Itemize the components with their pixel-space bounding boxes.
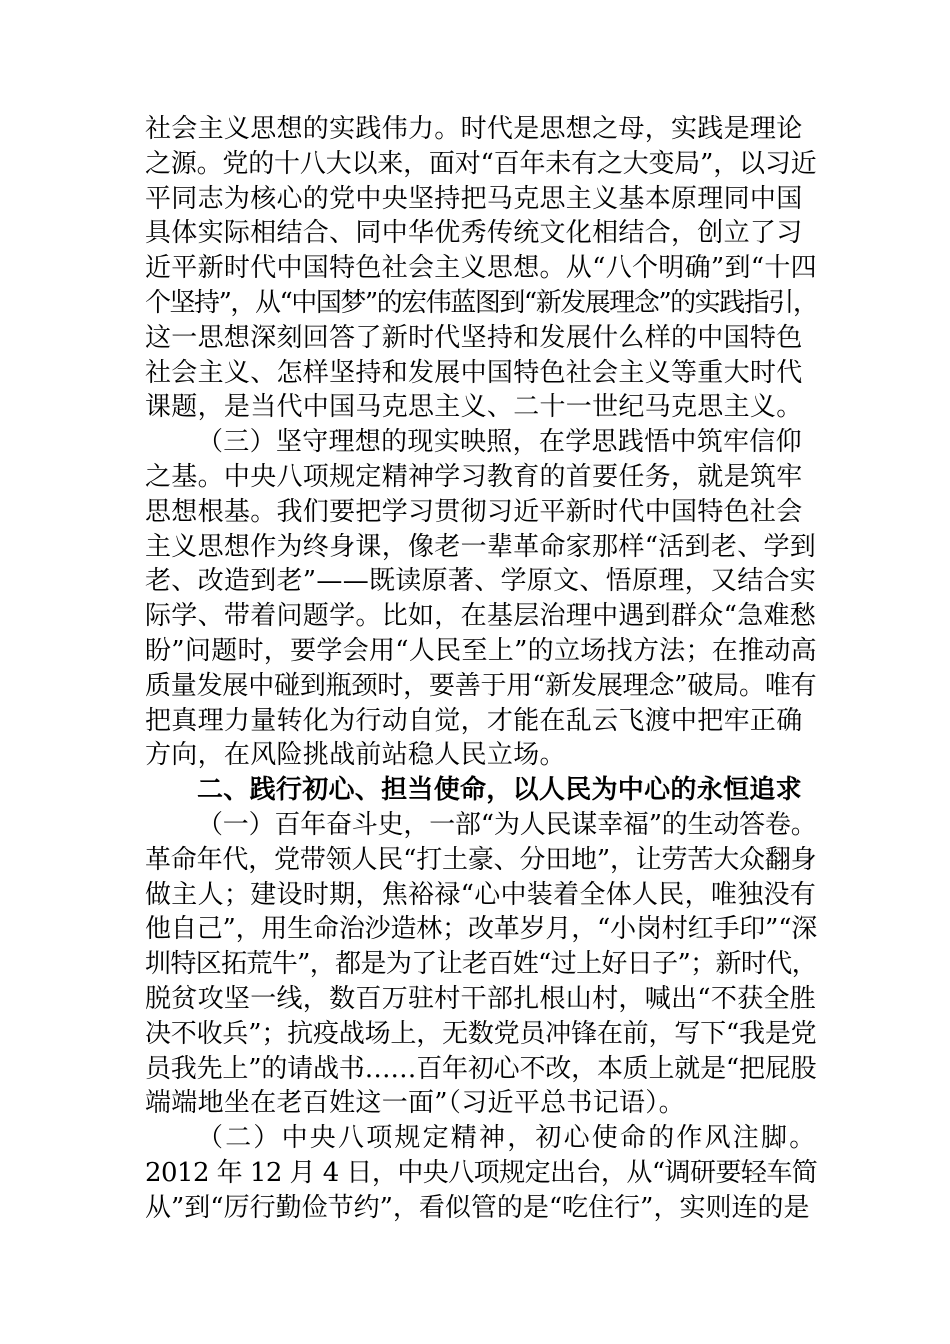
text-line: 之源。党的十八大以来，面对“百年未有之大变局”，以习近: [145, 148, 817, 179]
text-line: 把真理力量转化为行动自觉，才能在乱云飞渡中把牢正确: [145, 705, 803, 736]
text-line: 这一思想深刻回答了新时代坚持和发展什么样的中国特色: [145, 322, 803, 353]
text-line: 近平新时代中国特色社会主义思想。从“八个明确”到“十四: [145, 253, 817, 284]
text-line: 他自己”，用生命治沙造林；改革岁月，“小岗村红手印”“深: [145, 914, 818, 945]
text-line: 圳特区拓荒牛”，都是为了让老百姓“过上好日子”；新时代，: [145, 949, 817, 980]
text-line: 主义思想作为终身课，像老一辈革命家那样“活到老、学到: [145, 531, 817, 562]
text-line: 之基。中央八项规定精神学习教育的首要任务，就是筑牢: [145, 461, 803, 492]
text-line: 思想根基。我们要把学习贯彻习近平新时代中国特色社会: [145, 496, 803, 527]
text-line: 方向，在风险挑战前站稳人民立场。: [145, 740, 566, 771]
text-line: 平同志为核心的党中央坚持把马克思主义基本原理同中国: [145, 183, 803, 214]
section-heading: 二、践行初心、担当使命，以人民为中心的永恒追求: [197, 775, 802, 806]
text-line: 具体实际相结合、同中华优秀传统文化相结合，创立了习: [145, 218, 803, 249]
text-line: 际学、带着问题学。比如，在基层治理中遇到群众“急难愁: [145, 601, 817, 632]
text-line: 社会主义、怎样坚持和发展中国特色社会主义等重大时代: [145, 357, 803, 388]
text-line: 端端地坐在老百姓这一面”（习近平总书记语）。: [145, 1088, 685, 1119]
paragraph-start-line: （一）百年奋斗史，一部“为人民谋幸福”的生动答卷。: [197, 809, 817, 840]
text-line: 个坚持”，从“中国梦”的宏伟蓝图到“新发展理念”的实践指引，: [145, 287, 818, 318]
text-line: 老、改造到老”——既读原著、学原文、悟原理，又结合实: [145, 566, 817, 597]
text-line: 课题，是当代中国马克思主义、二十一世纪马克思主义。: [145, 392, 803, 423]
text-line: 员我先上”的请战书……百年初心不改，本质上就是“把屁股: [145, 1053, 817, 1084]
text-line: 2012 年 12 月 4 日，中央八项规定出台，从“调研要轻车简: [145, 1157, 818, 1188]
text-line: 质量发展中碰到瓶颈时，要善于用“新发展理念”破局。唯有: [145, 670, 817, 701]
text-line: 盼”问题时，要学会用“人民至上”的立场找方法；在推动高: [145, 635, 817, 666]
text-line: 做主人；建设时期，焦裕禄“心中装着全体人民，唯独没有: [145, 879, 817, 910]
paragraph-start-line: （三）坚守理想的现实映照，在学思践悟中筑牢信仰: [197, 427, 802, 458]
text-line: 社会主义思想的实践伟力。时代是思想之母，实践是理论: [145, 114, 803, 144]
text-line: 革命年代，党带领人民“打土豪、分田地”，让劳苦大众翻身: [145, 844, 817, 875]
document-body: [145, 112, 818, 1226]
text-line: 从”到“厉行勤俭节约”，看似管的是“吃住行”，实则连的是: [145, 1192, 810, 1223]
text-line: 脱贫攻坚一线，数百万驻村干部扎根山村，喊出“不获全胜: [145, 983, 817, 1014]
paragraph-start-line: （二）中央八项规定精神，初心使命的作风注脚。: [197, 1123, 818, 1154]
text-line: 决不收兵”；抗疫战场上，无数党员冲锋在前，写下“我是党: [145, 1018, 817, 1049]
